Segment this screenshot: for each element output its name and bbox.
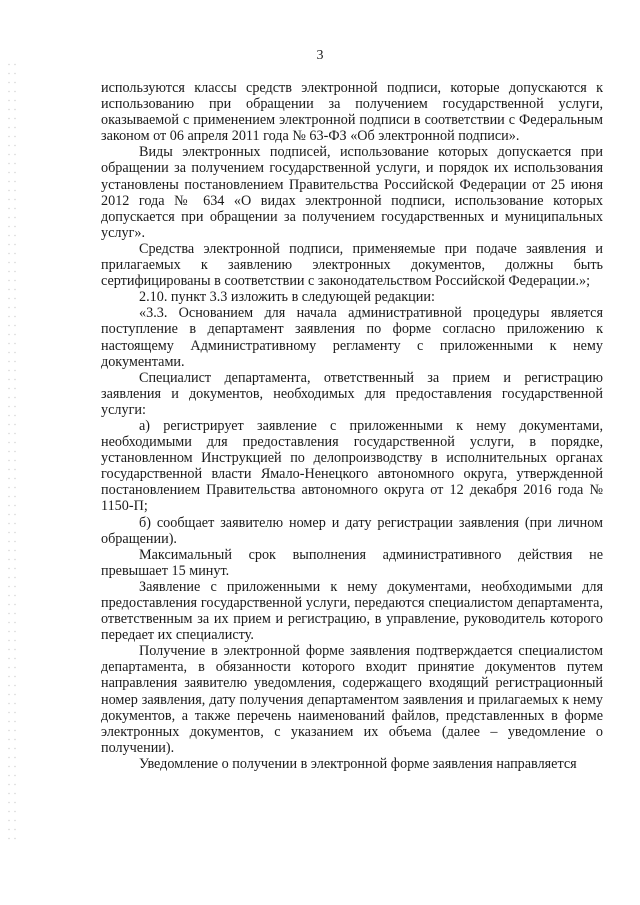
- paragraph: б) сообщает заявителю номер и дату регистрации заявления (при личном обращении).: [101, 514, 603, 547]
- page-number: 3: [316, 48, 324, 63]
- paragraph: а) регистрирует заявление с приложенными к нему документами, необходимыми для предоставления государственной услуги, в порядке, установленном Инструкцией по делопроизводству в исполнительных органах государственной власти Ямало-Ненецкого автономного округа, утвержденной постановлением Правительства автономного округа от 12 декабря 2016 года № 1150-П;: [101, 417, 603, 515]
- paragraph: используются классы средств электронной подписи, которые допускаются к использованию при обращении за получением государственной услуги, оказываемой с применением электронной подписи в соответствии с Федеральным законом от 06 апреля 2011 года № 63-ФЗ «Об электронной подписи».: [101, 80, 603, 145]
- paragraph: Средства электронной подписи, применяемые при подаче заявления и прилагаемых к заявлению электронных документов, должны быть сертифицированы в соответствии с законодательством Российской Федерации.»;: [101, 240, 603, 290]
- paragraph: Виды электронных подписей, использование которых допускается при обращении за получением государственной услуги, и порядок их использования установлены постановлением Правительства Российской Федерации от 25 июня 2012 года № 634 «О видах электронной подписи, использование которых допускается при обращении за получением государственных и муниципальных услуг».: [101, 144, 603, 241]
- scan-margin-artifact: [6, 60, 16, 840]
- paragraph: 2.10. пункт 3.3 изложить в следующей редакции:: [139, 289, 435, 306]
- paragraph: «3.3. Основанием для начала административной процедуры является поступление в департамент заявления по форме согласно приложению к настоящему Административному регламенту с приложенными к нему документами.: [101, 305, 603, 370]
- paragraph: Максимальный срок выполнения административного действия не превышает 15 минут.: [101, 546, 603, 579]
- paragraph: Уведомление о получении в электронной форме заявления направляется: [139, 755, 577, 772]
- paragraph: Специалист департамента, ответственный за прием и регистрацию заявления и документов, необходимых для предоставления государственной услуги:: [101, 369, 603, 418]
- paragraph: Заявление с приложенными к нему документами, необходимыми для предоставления государственной услуги, передаются специалистом департамента, ответственным за их прием и регистрацию, в управление, руководитель которого передает их специалисту.: [101, 578, 603, 644]
- paragraph: Получение в электронной форме заявления подтверждается специалистом департамента, в обязанности которого входит принятие документов путем направления заявителю уведомления, содержащего входящий регистрационный номер заявления, дату получения департаментом заявления и прилагаемых к нему документов, а также перечень наименований файлов, представленных в форме электронных документов, с указанием их объема (далее – уведомление о получении).: [101, 643, 603, 756]
- document-body: [101, 80, 603, 772]
